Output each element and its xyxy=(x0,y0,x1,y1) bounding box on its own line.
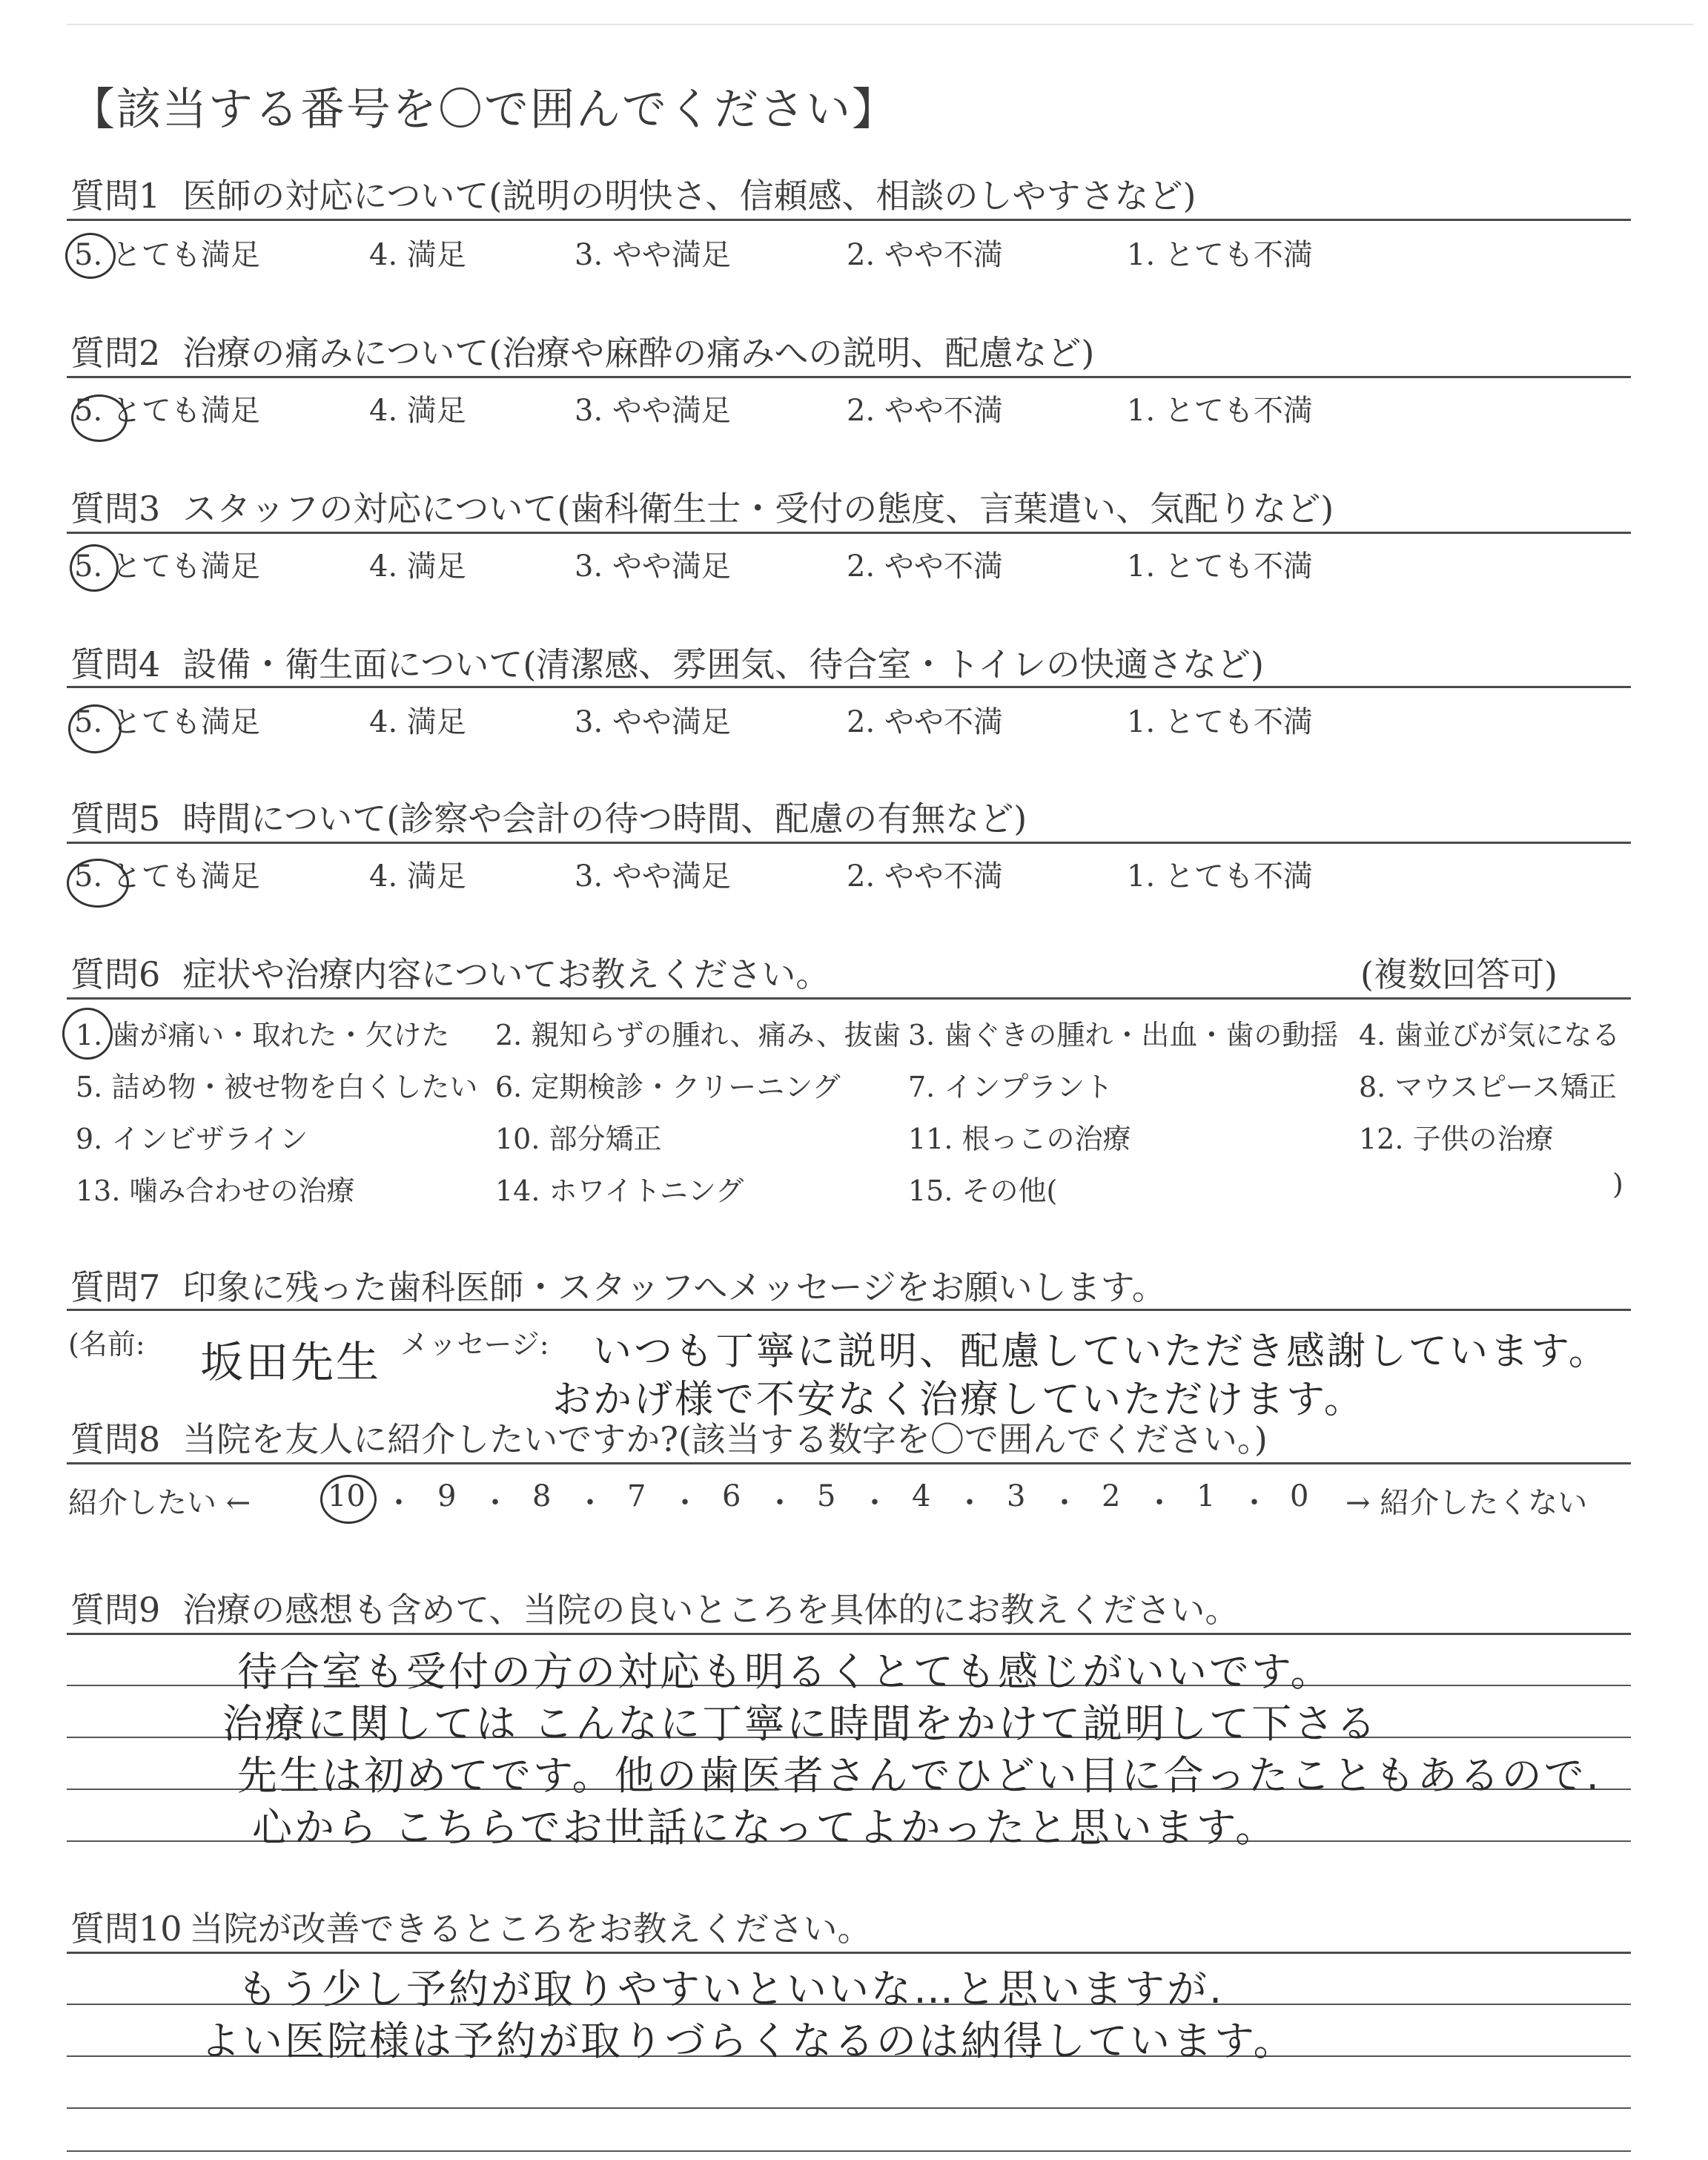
symptom-option[interactable]: 2. 親知らずの腫れ、痛み、抜歯 xyxy=(495,1019,901,1051)
question-1-options xyxy=(0,231,1708,276)
scale-5[interactable]: 5 xyxy=(817,1479,836,1513)
option-3[interactable]: 3. やや満足 xyxy=(575,549,731,584)
symptom-option[interactable]: 3. 歯ぐきの腫れ・出血・歯の動揺 xyxy=(908,1019,1339,1051)
handwritten-answer-line: 先生は初めてです。他の歯医者さんでひどい目に合ったこともあるので. xyxy=(237,1752,1601,1799)
question-3-title: 質問3 スタッフの対応について(歯科衛生士・受付の態度、言葉遣い、気配りなど) xyxy=(70,489,1334,529)
selection-circle xyxy=(65,233,116,279)
question-4-rule xyxy=(67,686,1631,688)
option-4[interactable]: 4. 満足 xyxy=(369,238,466,272)
option-1[interactable]: 1. とても不満 xyxy=(1127,549,1313,584)
selection-circle xyxy=(71,394,128,442)
question-7-rule xyxy=(67,1309,1631,1311)
scale-9[interactable]: 9 xyxy=(437,1479,457,1513)
option-5[interactable]: 5. とても満足 xyxy=(74,549,260,584)
handwritten-answer-line: 待合室も受付の方の対応も明るくとても感じがいいです。 xyxy=(237,1648,1333,1695)
option-1[interactable]: 1. とても不満 xyxy=(1127,705,1313,739)
scale-3[interactable]: 3 xyxy=(1007,1479,1026,1513)
scale-separator: ・ xyxy=(670,1486,700,1520)
question-6-rule xyxy=(67,997,1631,1000)
handwritten-answer-line: もう少し予約が取りやすいといいな…と思いますが. xyxy=(237,1966,1225,2012)
scale-separator: ・ xyxy=(955,1486,984,1520)
option-2[interactable]: 2. やや不満 xyxy=(847,238,1003,272)
question-8-rule xyxy=(67,1462,1631,1464)
message-label: メッセージ: xyxy=(400,1328,549,1361)
option-4[interactable]: 4. 満足 xyxy=(369,859,466,894)
question-9-title: 質問9 治療の感想も含めて、当院の良いところを具体的にお教えください。 xyxy=(70,1590,1239,1630)
option-4[interactable]: 4. 満足 xyxy=(369,394,466,428)
option-1[interactable]: 1. とても不満 xyxy=(1127,859,1313,894)
symptom-option[interactable]: 8. マウスピース矯正 xyxy=(1359,1071,1617,1103)
scale-6[interactable]: 6 xyxy=(722,1479,741,1513)
question-5-options xyxy=(0,853,1708,897)
page-title: 【該当する番号を〇で囲んでください】 xyxy=(70,84,898,136)
option-4[interactable]: 4. 満足 xyxy=(369,549,466,584)
option-3[interactable]: 3. やや満足 xyxy=(575,705,731,739)
option-2[interactable]: 2. やや不満 xyxy=(847,394,1003,428)
scale-10[interactable]: 10 xyxy=(328,1479,365,1513)
scale-8[interactable]: 8 xyxy=(532,1479,552,1513)
handwritten-answer-line: 治療に関しては こんなに丁寧に時間をかけて説明して下さる xyxy=(222,1700,1379,1747)
option-2[interactable]: 2. やや不満 xyxy=(847,859,1003,894)
question-5-title: 質問5 時間について(診察や会計の待つ時間、配慮の有無など) xyxy=(70,799,1027,839)
option-3[interactable]: 3. やや満足 xyxy=(575,394,731,428)
option-1[interactable]: 1. とても不満 xyxy=(1127,394,1313,428)
option-3[interactable]: 3. やや満足 xyxy=(575,859,731,894)
option-5[interactable]: 5. とても満足 xyxy=(74,859,260,894)
symptom-option[interactable]: 7. インプラント xyxy=(908,1071,1113,1103)
symptom-option[interactable]: 4. 歯並びが気になる xyxy=(1359,1019,1621,1051)
question-3-rule xyxy=(67,532,1631,534)
scale-separator: ・ xyxy=(480,1486,510,1520)
symptom-option[interactable]: 1. 歯が痛い・取れた・欠けた xyxy=(76,1019,450,1051)
answer-line xyxy=(67,2150,1631,2152)
option-5[interactable]: 5. とても満足 xyxy=(74,238,260,272)
question-7-title: 質問7 印象に残った歯科医師・スタッフへメッセージをお願いします。 xyxy=(70,1267,1166,1307)
option-1[interactable]: 1. とても不満 xyxy=(1127,238,1313,272)
symptom-option[interactable]: 12. 子供の治療 xyxy=(1359,1123,1554,1155)
question-5-rule xyxy=(67,842,1631,844)
option-5[interactable]: 5. とても満足 xyxy=(74,394,260,428)
scale-separator: ・ xyxy=(1050,1486,1079,1520)
other-close-paren: ) xyxy=(1612,1168,1623,1200)
selection-circle xyxy=(70,544,119,592)
name-label: (名前: xyxy=(68,1328,145,1361)
symptom-option[interactable]: 6. 定期検診・クリーニング xyxy=(495,1071,841,1103)
scale-separator: ・ xyxy=(1239,1486,1269,1520)
handwritten-answer-line: 心から こちらでお世話になってよかったと思います。 xyxy=(252,1804,1278,1851)
selection-circle xyxy=(62,1008,113,1060)
question-1-rule xyxy=(67,219,1631,221)
top-border xyxy=(67,24,1694,25)
multiple-answers-note: (複数回答可) xyxy=(1360,954,1558,994)
scale-separator: ・ xyxy=(1145,1486,1174,1520)
scale-separator: ・ xyxy=(860,1486,890,1520)
option-3[interactable]: 3. やや満足 xyxy=(575,238,731,272)
option-4[interactable]: 4. 満足 xyxy=(369,705,466,739)
question-1-title: 質問1 医師の対応について(説明の明快さ、信頼感、相談のしやすさなど) xyxy=(70,176,1196,216)
scale-0[interactable]: 0 xyxy=(1290,1479,1309,1513)
scale-2[interactable]: 2 xyxy=(1102,1479,1121,1513)
scale-4[interactable]: 4 xyxy=(912,1479,931,1513)
scale-7[interactable]: 7 xyxy=(627,1479,646,1513)
symptom-option[interactable]: 9. インビザライン xyxy=(76,1123,308,1155)
symptom-option[interactable]: 13. 噛み合わせの治療 xyxy=(76,1175,355,1207)
question-4-title: 質問4 設備・衛生面について(清潔感、雰囲気、待合室・トイレの快適さなど) xyxy=(70,644,1264,684)
scale-separator: ・ xyxy=(575,1486,605,1520)
question-10-rule xyxy=(67,1952,1631,1954)
scale-separator: ・ xyxy=(384,1486,414,1520)
option-5[interactable]: 5. とても満足 xyxy=(74,705,260,739)
question-2-options xyxy=(0,387,1708,432)
handwritten-message-line: いつも丁寧に説明、配慮していただき感謝しています。 xyxy=(593,1330,1609,1374)
handwritten-answer-line: よい医院様は予約が取りづらくなるのは納得しています。 xyxy=(200,2018,1296,2064)
option-2[interactable]: 2. やや不満 xyxy=(847,549,1003,584)
scale-1[interactable]: 1 xyxy=(1196,1479,1216,1513)
question-4-options xyxy=(0,698,1708,743)
selection-circle xyxy=(320,1475,377,1524)
symptom-option[interactable]: 5. 詰め物・被せ物を白くしたい xyxy=(76,1071,478,1103)
symptom-option[interactable]: 14. ホワイトニング xyxy=(495,1175,744,1207)
question-9-rule xyxy=(67,1633,1631,1635)
scale-separator: ・ xyxy=(765,1486,795,1520)
selection-circle xyxy=(68,704,122,753)
option-2[interactable]: 2. やや不満 xyxy=(847,705,1003,739)
selection-circle xyxy=(67,859,129,908)
question-6-title: 質問6 症状や治療内容についてお教えください。 xyxy=(70,954,830,994)
symptom-option[interactable]: 11. 根っこの治療 xyxy=(908,1123,1131,1155)
question-2-rule xyxy=(67,376,1631,378)
question-8-title: 質問8 当院を友人に紹介したいですか?(該当する数字を〇で囲んでください。) xyxy=(70,1419,1268,1459)
symptom-option[interactable]: 10. 部分矯正 xyxy=(495,1123,662,1155)
scale-left-label: 紹介したい ← xyxy=(68,1486,251,1520)
answer-line xyxy=(67,2107,1631,2109)
scale-right-label: → 紹介したくない xyxy=(1345,1486,1588,1520)
symptom-option-other[interactable]: 15. その他( xyxy=(908,1175,1058,1207)
question-2-title: 質問2 治療の痛みについて(治療や麻酔の痛みへの説明、配慮など) xyxy=(70,333,1095,373)
question-3-options xyxy=(0,543,1708,587)
handwritten-message-line: おかげ様で不安なく治療していただけます。 xyxy=(552,1378,1365,1422)
handwritten-name: 坂田先生 xyxy=(200,1337,382,1387)
question-10-title: 質問10 当院が改善できるところをお教えください。 xyxy=(70,1909,872,1949)
